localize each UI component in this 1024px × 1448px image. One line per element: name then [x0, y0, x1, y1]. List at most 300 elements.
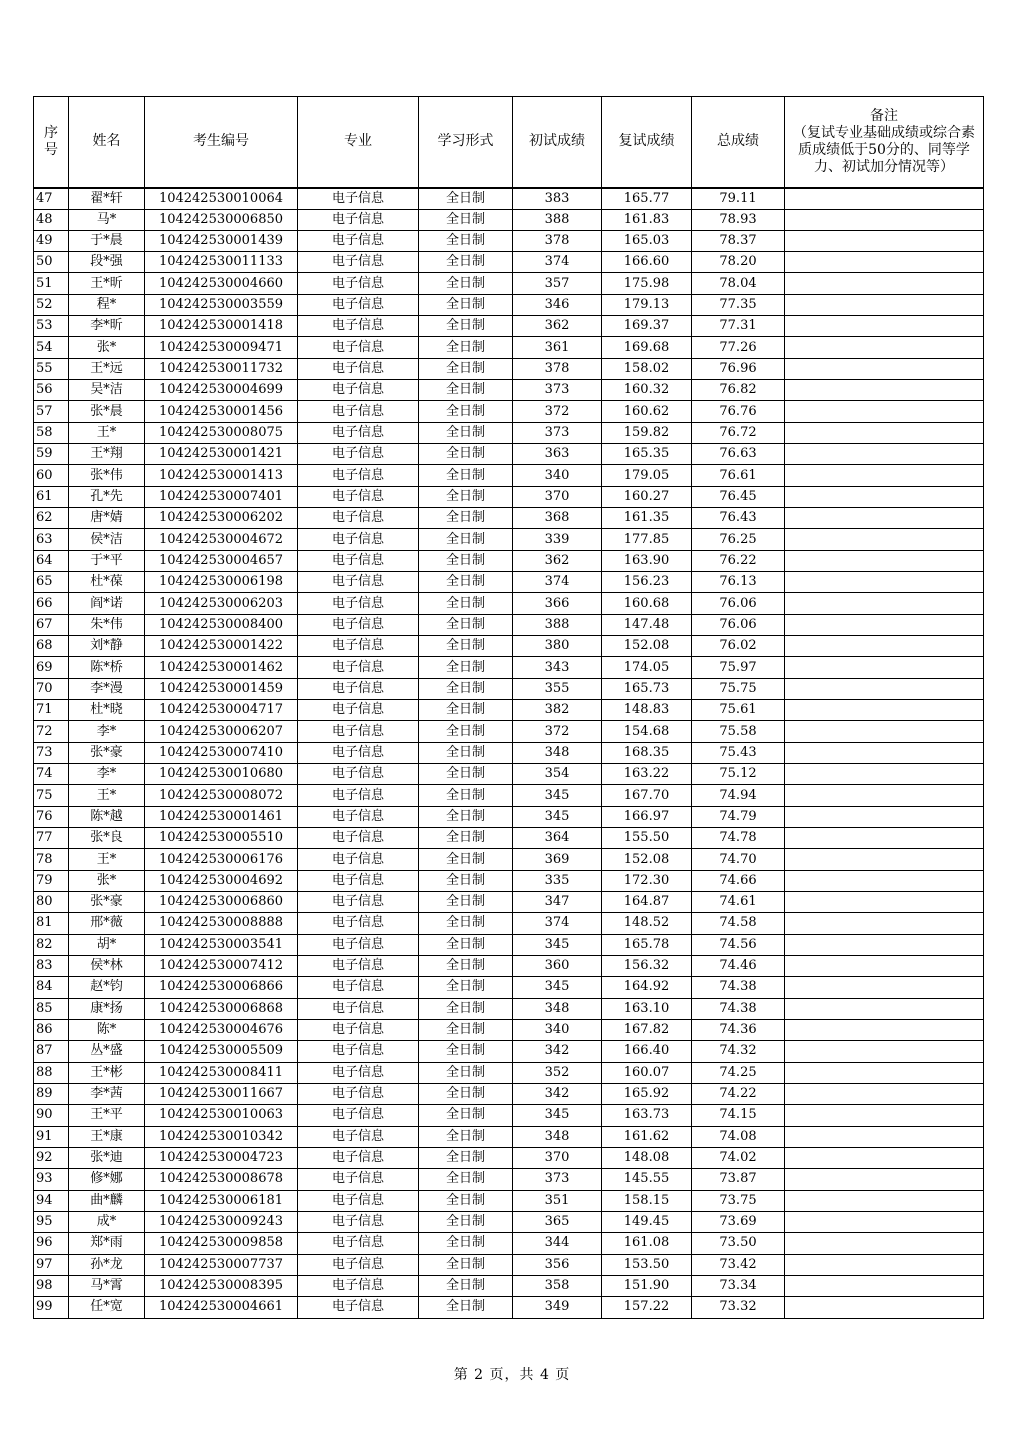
cell-retest-score: 158.02 — [602, 358, 692, 379]
cell-name: 王*远 — [69, 358, 145, 379]
cell-name: 陈* — [69, 1019, 145, 1040]
cell-prelim-score: 373 — [513, 380, 602, 401]
cell-retest-score: 163.22 — [602, 764, 692, 785]
cell-seq: 99 — [34, 1297, 69, 1318]
cell-name: 孔*先 — [69, 486, 145, 507]
table-row — [34, 529, 984, 550]
cell-prelim-score: 355 — [513, 678, 602, 699]
cell-major: 电子信息 — [298, 636, 419, 657]
cell-remarks — [785, 1105, 984, 1126]
cell-candidate-id: 104242530005509 — [145, 1041, 298, 1062]
cell-major: 电子信息 — [298, 273, 419, 294]
cell-study-mode: 全日制 — [419, 1211, 513, 1232]
cell-candidate-id: 104242530006203 — [145, 593, 298, 614]
cell-candidate-id: 104242530011667 — [145, 1083, 298, 1104]
cell-name: 赵*钧 — [69, 977, 145, 998]
cell-name: 邢*薇 — [69, 913, 145, 934]
cell-major: 电子信息 — [298, 870, 419, 891]
cell-name: 唐*婧 — [69, 508, 145, 529]
cell-retest-score: 158.15 — [602, 1190, 692, 1211]
cell-candidate-id: 104242530009471 — [145, 337, 298, 358]
cell-major: 电子信息 — [298, 849, 419, 870]
cell-retest-score: 177.85 — [602, 529, 692, 550]
cell-major: 电子信息 — [298, 721, 419, 742]
cell-remarks — [785, 742, 984, 763]
cell-total-score: 76.13 — [692, 572, 785, 593]
cell-prelim-score: 345 — [513, 806, 602, 827]
cell-total-score: 74.78 — [692, 828, 785, 849]
cell-study-mode: 全日制 — [419, 785, 513, 806]
cell-retest-score: 153.50 — [602, 1254, 692, 1275]
cell-remarks — [785, 785, 984, 806]
cell-major: 电子信息 — [298, 657, 419, 678]
cell-retest-score: 151.90 — [602, 1275, 692, 1296]
table-row — [34, 1105, 984, 1126]
cell-major: 电子信息 — [298, 486, 419, 507]
cell-remarks — [785, 849, 984, 870]
cell-prelim-score: 362 — [513, 550, 602, 571]
cell-major: 电子信息 — [298, 806, 419, 827]
cell-total-score: 76.43 — [692, 508, 785, 529]
cell-candidate-id: 104242530004699 — [145, 380, 298, 401]
cell-study-mode: 全日制 — [419, 828, 513, 849]
table-row — [34, 380, 984, 401]
cell-major: 电子信息 — [298, 593, 419, 614]
cell-total-score: 75.43 — [692, 742, 785, 763]
cell-candidate-id: 104242530008075 — [145, 422, 298, 443]
cell-name: 王*平 — [69, 1105, 145, 1126]
cell-major: 电子信息 — [298, 358, 419, 379]
table-row — [34, 1169, 984, 1190]
cell-candidate-id: 104242530004661 — [145, 1297, 298, 1318]
header-prelim-score: 初试成绩 — [513, 97, 602, 188]
cell-study-mode: 全日制 — [419, 1169, 513, 1190]
cell-name: 陈*桥 — [69, 657, 145, 678]
cell-total-score: 75.61 — [692, 700, 785, 721]
cell-retest-score: 148.83 — [602, 700, 692, 721]
cell-total-score: 76.25 — [692, 529, 785, 550]
cell-total-score: 74.32 — [692, 1041, 785, 1062]
cell-study-mode: 全日制 — [419, 273, 513, 294]
cell-name: 丛*盛 — [69, 1041, 145, 1062]
cell-study-mode: 全日制 — [419, 1233, 513, 1254]
cell-candidate-id: 104242530004660 — [145, 273, 298, 294]
cell-candidate-id: 104242530008888 — [145, 913, 298, 934]
cell-retest-score: 164.92 — [602, 977, 692, 998]
cell-seq: 54 — [34, 337, 69, 358]
cell-study-mode: 全日制 — [419, 1062, 513, 1083]
cell-study-mode: 全日制 — [419, 700, 513, 721]
cell-total-score: 79.11 — [692, 188, 785, 210]
cell-prelim-score: 342 — [513, 1083, 602, 1104]
table-row — [34, 572, 984, 593]
cell-study-mode: 全日制 — [419, 508, 513, 529]
cell-candidate-id: 104242530004723 — [145, 1147, 298, 1168]
table-row — [34, 294, 984, 315]
cell-seq: 87 — [34, 1041, 69, 1062]
cell-study-mode: 全日制 — [419, 358, 513, 379]
cell-total-score: 74.58 — [692, 913, 785, 934]
cell-retest-score: 156.23 — [602, 572, 692, 593]
cell-remarks — [785, 977, 984, 998]
cell-study-mode: 全日制 — [419, 550, 513, 571]
header-name: 姓名 — [69, 97, 145, 188]
cell-retest-score: 179.05 — [602, 465, 692, 486]
cell-remarks — [785, 678, 984, 699]
table-row — [34, 1297, 984, 1318]
cell-prelim-score: 339 — [513, 529, 602, 550]
cell-name: 翟*轩 — [69, 188, 145, 210]
cell-name: 李* — [69, 764, 145, 785]
table-row — [34, 977, 984, 998]
cell-prelim-score: 345 — [513, 977, 602, 998]
cell-study-mode: 全日制 — [419, 188, 513, 210]
cell-retest-score: 172.30 — [602, 870, 692, 891]
cell-prelim-score: 373 — [513, 1169, 602, 1190]
cell-retest-score: 147.48 — [602, 614, 692, 635]
cell-retest-score: 160.32 — [602, 380, 692, 401]
table-row — [34, 465, 984, 486]
table-row — [34, 1211, 984, 1232]
cell-remarks — [785, 1297, 984, 1318]
cell-prelim-score: 378 — [513, 230, 602, 251]
cell-remarks — [785, 1233, 984, 1254]
cell-seq: 67 — [34, 614, 69, 635]
cell-remarks — [785, 1147, 984, 1168]
cell-name: 任*宽 — [69, 1297, 145, 1318]
cell-prelim-score: 362 — [513, 316, 602, 337]
cell-seq: 58 — [34, 422, 69, 443]
cell-seq: 86 — [34, 1019, 69, 1040]
table-row — [34, 188, 984, 210]
cell-seq: 81 — [34, 913, 69, 934]
cell-major: 电子信息 — [298, 892, 419, 913]
table-row — [34, 764, 984, 785]
cell-candidate-id: 104242530007737 — [145, 1254, 298, 1275]
table-row — [34, 700, 984, 721]
table-row — [34, 998, 984, 1019]
cell-major: 电子信息 — [298, 1275, 419, 1296]
cell-candidate-id: 104242530004657 — [145, 550, 298, 571]
cell-remarks — [785, 892, 984, 913]
cell-retest-score: 167.82 — [602, 1019, 692, 1040]
cell-seq: 60 — [34, 465, 69, 486]
cell-major: 电子信息 — [298, 1041, 419, 1062]
cell-prelim-score: 345 — [513, 785, 602, 806]
table-row — [34, 955, 984, 976]
cell-candidate-id: 104242530006176 — [145, 849, 298, 870]
table-row — [34, 444, 984, 465]
cell-seq: 65 — [34, 572, 69, 593]
cell-seq: 98 — [34, 1275, 69, 1296]
cell-remarks — [785, 273, 984, 294]
table-row — [34, 273, 984, 294]
cell-candidate-id: 104242530009243 — [145, 1211, 298, 1232]
cell-study-mode: 全日制 — [419, 913, 513, 934]
cell-prelim-score: 388 — [513, 614, 602, 635]
cell-remarks — [785, 358, 984, 379]
cell-total-score: 74.38 — [692, 998, 785, 1019]
cell-seq: 77 — [34, 828, 69, 849]
cell-remarks — [785, 1190, 984, 1211]
cell-name: 刘*静 — [69, 636, 145, 657]
cell-retest-score: 164.87 — [602, 892, 692, 913]
header-study-mode: 学习形式 — [419, 97, 513, 188]
cell-prelim-score: 374 — [513, 252, 602, 273]
cell-total-score: 78.37 — [692, 230, 785, 251]
cell-study-mode: 全日制 — [419, 572, 513, 593]
cell-retest-score: 179.13 — [602, 294, 692, 315]
cell-remarks — [785, 508, 984, 529]
cell-prelim-score: 347 — [513, 892, 602, 913]
cell-prelim-score: 364 — [513, 828, 602, 849]
cell-total-score: 75.75 — [692, 678, 785, 699]
cell-candidate-id: 104242530003541 — [145, 934, 298, 955]
cell-major: 电子信息 — [298, 401, 419, 422]
cell-major: 电子信息 — [298, 955, 419, 976]
cell-prelim-score: 348 — [513, 998, 602, 1019]
cell-remarks — [785, 401, 984, 422]
cell-name: 胡* — [69, 934, 145, 955]
table-row — [34, 209, 984, 230]
cell-major: 电子信息 — [298, 188, 419, 210]
cell-remarks — [785, 465, 984, 486]
cell-total-score: 73.69 — [692, 1211, 785, 1232]
cell-major: 电子信息 — [298, 913, 419, 934]
cell-retest-score: 163.10 — [602, 998, 692, 1019]
cell-retest-score: 163.73 — [602, 1105, 692, 1126]
table-row — [34, 1190, 984, 1211]
cell-retest-score: 165.73 — [602, 678, 692, 699]
cell-name: 张*良 — [69, 828, 145, 849]
cell-seq: 56 — [34, 380, 69, 401]
cell-total-score: 76.63 — [692, 444, 785, 465]
cell-seq: 49 — [34, 230, 69, 251]
cell-total-score: 74.02 — [692, 1147, 785, 1168]
cell-prelim-score: 369 — [513, 849, 602, 870]
cell-remarks — [785, 422, 984, 443]
cell-prelim-score: 335 — [513, 870, 602, 891]
table-row — [34, 806, 984, 827]
table-row — [34, 401, 984, 422]
cell-total-score: 76.61 — [692, 465, 785, 486]
cell-total-score: 73.34 — [692, 1275, 785, 1296]
cell-study-mode: 全日制 — [419, 1190, 513, 1211]
cell-remarks — [785, 614, 984, 635]
cell-prelim-score: 372 — [513, 721, 602, 742]
table-row — [34, 849, 984, 870]
cell-name: 郑*雨 — [69, 1233, 145, 1254]
cell-name: 陈*越 — [69, 806, 145, 827]
header-row — [34, 97, 984, 188]
cell-total-score: 74.79 — [692, 806, 785, 827]
cell-prelim-score: 372 — [513, 401, 602, 422]
cell-study-mode: 全日制 — [419, 721, 513, 742]
cell-remarks — [785, 188, 984, 210]
cell-seq: 68 — [34, 636, 69, 657]
cell-prelim-score: 378 — [513, 358, 602, 379]
cell-candidate-id: 104242530011732 — [145, 358, 298, 379]
cell-major: 电子信息 — [298, 1019, 419, 1040]
cell-candidate-id: 104242530007412 — [145, 955, 298, 976]
cell-seq: 78 — [34, 849, 69, 870]
cell-name: 于*晨 — [69, 230, 145, 251]
cell-study-mode: 全日制 — [419, 657, 513, 678]
table-row — [34, 337, 984, 358]
table-row — [34, 316, 984, 337]
cell-prelim-score: 373 — [513, 422, 602, 443]
cell-retest-score: 165.92 — [602, 1083, 692, 1104]
cell-seq: 76 — [34, 806, 69, 827]
cell-candidate-id: 104242530001439 — [145, 230, 298, 251]
cell-major: 电子信息 — [298, 444, 419, 465]
table-row — [34, 828, 984, 849]
table-row — [34, 422, 984, 443]
cell-study-mode: 全日制 — [419, 977, 513, 998]
cell-remarks — [785, 700, 984, 721]
cell-study-mode: 全日制 — [419, 465, 513, 486]
cell-seq: 50 — [34, 252, 69, 273]
cell-total-score: 74.08 — [692, 1126, 785, 1147]
cell-remarks — [785, 1062, 984, 1083]
cell-major: 电子信息 — [298, 785, 419, 806]
cell-prelim-score: 374 — [513, 913, 602, 934]
cell-total-score: 74.56 — [692, 934, 785, 955]
table-row — [34, 636, 984, 657]
cell-study-mode: 全日制 — [419, 593, 513, 614]
cell-name: 曲*麟 — [69, 1190, 145, 1211]
cell-major: 电子信息 — [298, 294, 419, 315]
cell-candidate-id: 104242530006202 — [145, 508, 298, 529]
cell-retest-score: 152.08 — [602, 849, 692, 870]
cell-study-mode: 全日制 — [419, 1041, 513, 1062]
cell-retest-score: 165.03 — [602, 230, 692, 251]
cell-remarks — [785, 294, 984, 315]
cell-name: 康*扬 — [69, 998, 145, 1019]
cell-seq: 97 — [34, 1254, 69, 1275]
table-row — [34, 1126, 984, 1147]
header-seq-bottom: 号 — [44, 141, 58, 158]
table-row — [34, 1041, 984, 1062]
cell-candidate-id: 104242530006207 — [145, 721, 298, 742]
cell-study-mode: 全日制 — [419, 316, 513, 337]
cell-retest-score: 152.08 — [602, 636, 692, 657]
cell-seq: 61 — [34, 486, 69, 507]
cell-prelim-score: 351 — [513, 1190, 602, 1211]
cell-major: 电子信息 — [298, 316, 419, 337]
cell-major: 电子信息 — [298, 700, 419, 721]
cell-remarks — [785, 764, 984, 785]
cell-major: 电子信息 — [298, 209, 419, 230]
table-row — [34, 614, 984, 635]
cell-prelim-score: 345 — [513, 1105, 602, 1126]
cell-study-mode: 全日制 — [419, 870, 513, 891]
cell-study-mode: 全日制 — [419, 806, 513, 827]
cell-candidate-id: 104242530004672 — [145, 529, 298, 550]
cell-candidate-id: 104242530006866 — [145, 977, 298, 998]
cell-total-score: 74.15 — [692, 1105, 785, 1126]
cell-total-score: 78.20 — [692, 252, 785, 273]
cell-study-mode: 全日制 — [419, 252, 513, 273]
cell-major: 电子信息 — [298, 422, 419, 443]
cell-study-mode: 全日制 — [419, 380, 513, 401]
cell-study-mode: 全日制 — [419, 849, 513, 870]
cell-retest-score: 145.55 — [602, 1169, 692, 1190]
cell-name: 孙*龙 — [69, 1254, 145, 1275]
cell-remarks — [785, 337, 984, 358]
cell-remarks — [785, 721, 984, 742]
table-body — [34, 188, 984, 1319]
cell-major: 电子信息 — [298, 977, 419, 998]
cell-major: 电子信息 — [298, 614, 419, 635]
cell-major: 电子信息 — [298, 550, 419, 571]
table-row — [34, 550, 984, 571]
cell-name: 阎*诺 — [69, 593, 145, 614]
table-row — [34, 252, 984, 273]
cell-study-mode: 全日制 — [419, 1019, 513, 1040]
cell-candidate-id: 104242530010342 — [145, 1126, 298, 1147]
table-row — [34, 593, 984, 614]
cell-retest-score: 159.82 — [602, 422, 692, 443]
cell-major: 电子信息 — [298, 1254, 419, 1275]
cell-candidate-id: 104242530006198 — [145, 572, 298, 593]
cell-prelim-score: 363 — [513, 444, 602, 465]
cell-candidate-id: 104242530005510 — [145, 828, 298, 849]
cell-remarks — [785, 593, 984, 614]
cell-seq: 70 — [34, 678, 69, 699]
cell-major: 电子信息 — [298, 1169, 419, 1190]
cell-seq: 72 — [34, 721, 69, 742]
cell-name: 吴*洁 — [69, 380, 145, 401]
cell-study-mode: 全日制 — [419, 1254, 513, 1275]
cell-study-mode: 全日制 — [419, 614, 513, 635]
cell-remarks — [785, 1275, 984, 1296]
cell-retest-score: 160.27 — [602, 486, 692, 507]
cell-remarks — [785, 1211, 984, 1232]
cell-candidate-id: 104242530004692 — [145, 870, 298, 891]
cell-seq: 84 — [34, 977, 69, 998]
cell-seq: 57 — [34, 401, 69, 422]
cell-study-mode: 全日制 — [419, 209, 513, 230]
cell-candidate-id: 104242530006181 — [145, 1190, 298, 1211]
cell-seq: 47 — [34, 188, 69, 210]
cell-prelim-score: 388 — [513, 209, 602, 230]
cell-name: 程* — [69, 294, 145, 315]
cell-seq: 80 — [34, 892, 69, 913]
cell-seq: 89 — [34, 1083, 69, 1104]
cell-retest-score: 166.40 — [602, 1041, 692, 1062]
cell-remarks — [785, 486, 984, 507]
header-retest-score: 复试成绩 — [602, 97, 692, 188]
cell-seq: 93 — [34, 1169, 69, 1190]
cell-total-score: 74.38 — [692, 977, 785, 998]
cell-retest-score: 161.83 — [602, 209, 692, 230]
cell-study-mode: 全日制 — [419, 1126, 513, 1147]
cell-seq: 73 — [34, 742, 69, 763]
cell-seq: 66 — [34, 593, 69, 614]
cell-study-mode: 全日制 — [419, 1297, 513, 1318]
cell-prelim-score: 346 — [513, 294, 602, 315]
cell-study-mode: 全日制 — [419, 401, 513, 422]
cell-total-score: 75.12 — [692, 764, 785, 785]
cell-prelim-score: 349 — [513, 1297, 602, 1318]
cell-retest-score: 167.70 — [602, 785, 692, 806]
cell-retest-score: 166.97 — [602, 806, 692, 827]
cell-prelim-score: 352 — [513, 1062, 602, 1083]
table-row — [34, 1233, 984, 1254]
cell-name: 李*昕 — [69, 316, 145, 337]
cell-seq: 82 — [34, 934, 69, 955]
